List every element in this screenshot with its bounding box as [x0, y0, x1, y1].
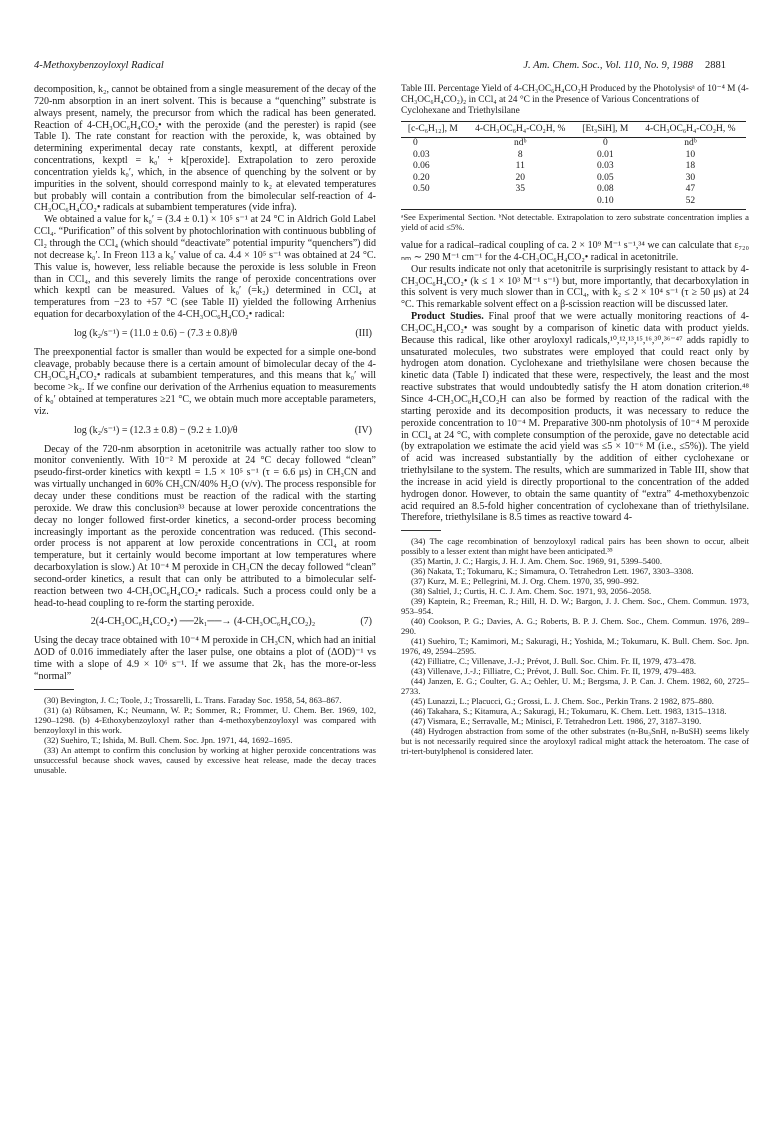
- reference-item: (39) Kaptein, R.; Freeman, R.; Hill, H. D. W.; Bargon, J. J. Chem. Soc., Chem. Commun. 1973, 953–954.: [401, 596, 749, 617]
- table-cell: 30: [685, 172, 696, 183]
- table-cell: 0.03: [413, 149, 430, 160]
- table-cell: 10: [685, 149, 696, 160]
- table-caption: Table III. Percentage Yield of 4-CH₃OC₆H₄CO₂H Produced by the Photolysisᵃ of 10⁻⁴ M (4-CH₃OC₆H₄CO₂)₂ in CCl₄ at 24 °C in the Presence of Various Concentrations of Cyclohexane and Triethylsilane: [401, 84, 749, 116]
- paragraph: decomposition, k₂, cannot be obtained from a single measurement of the decay of the 720-nm absorption in an inert solvent. This is because a “quenching” substrate is always present, namely, the precursor from which the radical has been generated. Reaction of 4-CH₃OC₆H₄CO₂• with the peroxide (and the perester) is rapid (see Table I). The rate constant for reaction with the peroxide, k, was obtained by determining experimental decay rate constants, kexptl, at different peroxide concentrations, kexptl = k₀′ + k[peroxide]. Extrapolation to zero peroxide concentration yields k₀′, which, in the absence of quenching by the solvent or by impurities in the solvent, should correspond mainly to k₂ at elevated temperatures but probably will contain a contribution from the bimolecular self-reaction of 4-CH₃OC₆H₄CO₂• radicals at subambient temperatures (vide infra).: [34, 84, 376, 214]
- table-cell: 0.08: [597, 184, 614, 194]
- table-cell: 0.20: [413, 172, 430, 183]
- table-cell: ndᵇ: [684, 138, 697, 148]
- table-cell: 11: [515, 161, 525, 171]
- table-cell: 0: [602, 138, 608, 148]
- paragraph: Our results indicate not only that acetonitrile is surprisingly resistant to attack by 4-CH₃OC₆H₄CO₂• (k ≤ 1 × 10³ M⁻¹ s⁻¹) but, more importantly, that decarboxylation in this solvent is very much slower than in CCl₄, with k₂ ≤ 2 × 10⁴ s⁻¹ (τ ≥ 50 μs) at 24 °C. This remarkable solvent effect on a β-scission reaction will be discussed later.: [401, 263, 749, 311]
- reference-item: (30) Bevington, J. C.; Toole, J.; Trossarelli, L. Trans. Faraday Soc. 1958, 54, 863–867.: [44, 694, 342, 705]
- table-cell: 0.01: [597, 149, 614, 160]
- reference-item: (43) Villenave, J.-J.; Filliatre, C.; Prévot, J. Bull. Soc. Chim. Fr. II, 1979, 479–483.: [411, 666, 697, 677]
- equation-text: log (k₂/s⁻¹) = (12.3 ± 0.8) − (9.2 ± 1.0)/θ: [74, 424, 238, 436]
- paragraph: The preexponential factor is smaller than would be expected for a simple one-bond cleavage, probably because there is a certain amount of bimolecular decay of the 4-CH₃OC₆H₄CO₂• radicals at subambient temperatures, and this means that k₀′ will become >k₂. If we confine our derivation of the Arrhenius equation to measurements of k₀′ obtained at temperatures ≥21 °C, we obtain much more acceptable parameters, viz.: [34, 346, 376, 417]
- table-row: [401, 150, 746, 162]
- reference-item: (44) Janzen, E. G.; Coulter, G. A.; Oehler, U. M.; Bergsma, J. P. Can. J. Chem. 1982, 60, 2725–2733.: [401, 676, 749, 697]
- equation-iii: [34, 328, 376, 340]
- equation-number: (III): [355, 327, 372, 339]
- table-header: [c-C₆H₁₂], M: [401, 122, 465, 138]
- journal-reference: J. Am. Chem. Soc., Vol. 110, No. 9, 1988: [523, 60, 693, 71]
- table-cell: 8: [517, 149, 523, 160]
- table-cell: 0.03: [597, 161, 614, 171]
- table-cell: 18: [685, 161, 696, 171]
- reference-item: (34) The cage recombination of benzoyloxyl radical pairs has been shown to occur, albeit possibly to a lesser extent than might have been anticipated.³⁵: [401, 536, 749, 557]
- table-footnote: ᵃSee Experimental Section. ᵇNot detectable. Extrapolation to zero substrate concentration implies a yield of acid ≤5%.: [401, 212, 749, 232]
- section-heading: Product Studies.: [411, 311, 484, 323]
- reference-item: (47) Vismara, E.; Serravalle, M.; Minisci, F. Tetrahedron Lett. 1986, 27, 3187–3190.: [411, 716, 702, 727]
- table-row: [401, 173, 746, 185]
- reference-item: (45) Lunazzi, L.; Placucci, G.; Grossi, L. J. Chem. Soc., Perkin Trans. 2 1982, 875–880.: [411, 696, 714, 707]
- equation-iv: [34, 425, 376, 437]
- reference-item: (41) Suehiro, T.; Kamimori, M.; Sakuragi, H.; Yoshida, M.; Tokumaru, K. Bull. Chem. Soc. Jpn. 1976, 49, 2594–2595.: [401, 636, 749, 657]
- table-cell: ndᵇ: [514, 138, 527, 148]
- table-row: [401, 161, 746, 173]
- left-column: [34, 84, 376, 775]
- reference-item: (46) Takahara, S.; Kitamura, A.; Sakuragi, H.; Tokumaru, K. Chem. Lett. 1983, 1315–1318.: [411, 706, 727, 717]
- reference-item: (35) Martin, J. C.; Hargis, J. H. J. Am. Chem. Soc. 1969, 91, 5399–5400.: [411, 556, 662, 567]
- paragraph: Decay of the 720-nm absorption in acetonitrile was actually rather too slow to monitor conveniently. With 10⁻² M peroxide at 24 °C decay followed “clean” pseudo-first-order kinetics with kexptl = 1.5 × 10⁵ s⁻¹ (τ = 6.6 μs) in CH₃CN and was virtually unchanged in 60% CH₃CN/40% H₂O (v/v). The process responsible for decay under these conditions must be reaction of the radical with the starting peroxide. We draw this conclusion³³ because at lower peroxide concentrations the decay no longer followed first-order kinetics, a second-order process becoming increasingly important as the peroxide concentration was reduced. (This second-order process is not apparent at low peroxide concentrations in CCl₄ at room temperature, but it certainly would become important at low temperatures where decarboxylation is slow.) At 10⁻⁴ M peroxide in CH₃CN the decay followed “clean” second-order kinetics, a result that can only be attributed to a bimolecular self-reaction between two 4-CH₃OC₆H₄CO₂• radicals. Such a process could only be a head-to-head coupling to re-form the starting peroxide.: [34, 443, 376, 609]
- table-cell: 0.06: [413, 161, 430, 171]
- equation-7: [34, 616, 376, 628]
- table-header: [Et₃SiH], M: [576, 122, 635, 138]
- paragraph: [401, 311, 749, 524]
- reference-item: (31) (a) Rübsamen, K.; Neumann, W. P.; Sommer, R.; Frommer, U. Chem. Ber. 1969, 102, 1290–1298. (b) 4-Ethoxybenzoyloxyl rather than 4-methoxybenzoyloxyl was compared with benzoyloxyl in this work.: [34, 704, 376, 735]
- reference-item: (38) Saltiel, J.; Curtis, H. C. J. Am. Chem. Soc. 1971, 93, 2056–2058.: [411, 586, 652, 597]
- reference-item: (32) Suehiro, T.; Ishida, M. Bull. Chem. Soc. Jpn. 1971, 44, 1692–1695.: [44, 734, 293, 745]
- equation-text: log (k₂/s⁻¹) = (11.0 ± 0.6) − (7.3 ± 0.8)/θ: [74, 327, 238, 339]
- references-right: [401, 536, 749, 756]
- table-cell: 0: [413, 138, 418, 148]
- page-number: 2881: [705, 60, 726, 71]
- right-column: [401, 84, 749, 756]
- footnote-divider: [34, 689, 74, 690]
- table-cell: 20: [515, 172, 525, 183]
- table-cell: [465, 196, 576, 210]
- table-cell: 35: [515, 184, 525, 194]
- table-header: 4-CH₃OC₆H₄-CO₂H, %: [465, 122, 576, 138]
- paragraph: We obtained a value for k₀′ = (3.4 ± 0.1) × 10⁵ s⁻¹ at 24 °C in Aldrich Gold Label CCl₄. “Purification” of this solvent by photochlorination with continuous bubbling of Cl₂ through the CCl₄ (which should “deactivate” potential impurity “quenchers”) did not decrease k₀′. In Freon 113 a k₀′ value of ca. 4.4 × 10⁵ s⁻¹ was obtained at 24 °C. This value is, however, less reliable because the peroxide is less soluble in Freon than in CCl₄, and this severely limits the range of peroxide concentrations over which kexptl can be measured. Values of k₀′ (=k₂) determined in CCl₄ at temperatures from −23 to +57 °C (see Table II) yielded the following Arrhenius equation for decarboxylation of the 4-CH₃OC₆H₄CO₂• radical:: [34, 214, 376, 321]
- paragraph: value for a radical–radical coupling of ca. 2 × 10⁹ M⁻¹ s⁻¹,³⁴ we can calculate that ε₇₂₀ ₙₘ ∼ 290 M⁻¹ cm⁻¹ for the 4-CH₃OC₆H₄CO₂• radical in acetonitrile.: [401, 240, 749, 263]
- table-cell: [401, 196, 465, 210]
- journal-citation: [523, 60, 726, 71]
- equation-number: (IV): [354, 424, 372, 436]
- paragraph: Using the decay trace obtained with 10⁻⁴ M peroxide in CH₃CN, which had an initial ΔOD of 0.016 immediately after the laser pulse, one obtains a plot of (ΔOD)⁻¹ vs time with a slope of 4.9 × 10⁶ s⁻¹. If we assume that 2k₁ has the more-or-less “normal”: [34, 635, 376, 682]
- reference-item: (36) Nakata, T.; Tokumaru, K.; Simamura, O. Tetrahedron Lett. 1967, 3303–3308.: [411, 566, 694, 577]
- table-header: 4-CH₃OC₆H₄-CO₂H, %: [635, 122, 746, 138]
- table-cell: 0.50: [413, 184, 430, 194]
- reference-item: (48) Hydrogen abstraction from some of the other substrates (n-Bu₃SnH, n-BuSH) seems likely but is not necessarily required since the aroyloxyl radical might attack the heteroatom. The case of tri-tert-butylphenol is considered later.: [401, 726, 749, 757]
- table-row: [401, 196, 746, 210]
- paragraph-text: Final proof that we were actually monitoring reactions of 4-CH₃OC₆H₄CO₂• was sought by a comparison of kinetic data with product yields. Because this radical, like other aroyloxyl radicals,¹⁰,¹²,¹³,¹⁵,¹⁶,³⁰,³⁶⁻⁴⁷ adds rapidly to unsaturated molecules, two substrates were employed that could react only by hydrogen atom donation. Cyclohexane and triethylsilane were chosen because the kinetic data (Table I) indicated that these were, respectively, the least and the most reactive substrates that would undoubtedly satisfy the H atom donation criterion.⁴⁸ Since 4-CH₃OC₆H₄CO₂H can also be formed by reaction of the radical with the starting peroxide and its decomposition products, it was necessary to reduce the peroxide concentration to 10⁻⁴ M. Preparative 300-nm photolysis of 10⁻⁴ M peroxide in CCl₄ at 24 °C, with complete consumption of the peroxide, gave no detectable acid (by extrapolation we estimate the acid yield was ≤5 × 10⁻⁶ M (i.e., ≤5%)). The yield of acid was increased substantially by the addition of either cyclohexane or triethylsilane to the system. The results, which are summarized in Table III, show that the increase in acid yield is directly proportional to the concentration of the added hydrogen donor. However, to obtain the same quantity of “extra” 4-methoxybenzoic acid required an 8.5-fold higher concentration of cyclohexane than of triethylsilane. Therefore, triethylsilane is 8.5 times as reactive toward 4-: [401, 311, 749, 524]
- equation-number: (7): [360, 616, 372, 628]
- reference-item: (33) An attempt to confirm this conclusion by working at higher peroxide concentrations was unsuccessful because shock waves, caused by excessive heat release, made the decay traces unusable.: [34, 744, 376, 775]
- equation-text: 2(4-CH₃OC₆H₄CO₂•) ──2k₁──→ (4-CH₃OC₆H₄CO₂)₂: [90, 616, 316, 628]
- table-row: [401, 138, 746, 150]
- running-title: 4-Methoxybenzoyloxyl Radical: [34, 60, 164, 71]
- table-cell: 0.05: [597, 172, 614, 183]
- references-left: [34, 695, 376, 775]
- reference-item: (40) Cookson, P. G.; Davies, A. G.; Roberts, B. P. J. Chem. Soc., Chem. Commun. 1976, 289–290.: [401, 616, 749, 637]
- table-cell: 52: [635, 196, 746, 210]
- reference-item: (42) Filliatre, C.; Villenave, J.-J.; Prévot, J. Bull. Soc. Chim. Fr. II, 1979, 473–478.: [411, 656, 697, 667]
- table-cell: 0.10: [576, 196, 635, 210]
- table-row: [401, 184, 746, 196]
- table-cell: 47: [685, 184, 696, 194]
- table-iii: [401, 121, 746, 210]
- reference-item: (37) Kurz, M. E.; Pellegrini, M. J. Org. Chem. 1970, 35, 990–992.: [411, 576, 640, 587]
- footnote-divider: [401, 530, 441, 531]
